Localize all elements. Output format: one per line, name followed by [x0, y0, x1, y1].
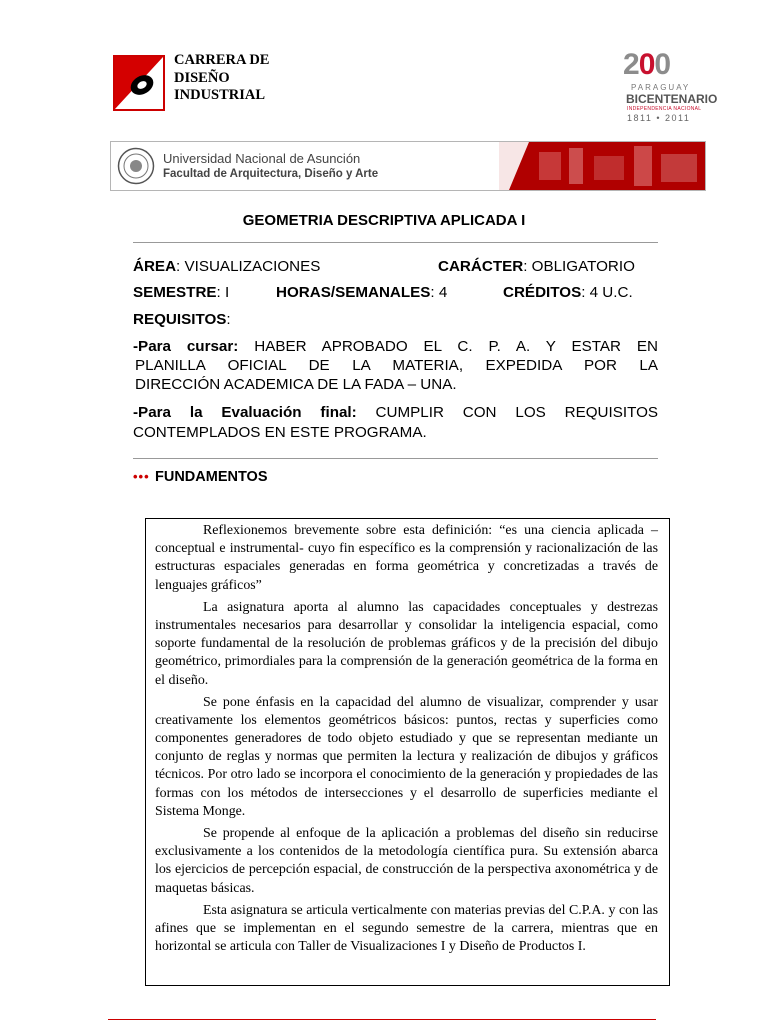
carrera-line: DISEÑO [174, 69, 230, 86]
footer-divider [108, 1019, 656, 1020]
horas-field: HORAS/SEMANALES: 4 [276, 284, 448, 301]
carrera-name [174, 52, 269, 105]
faculty-name: Facultad de Arquitectura, Diseño y Arte [163, 168, 379, 180]
fundamentos-heading: FUNDAMENTOS [155, 469, 268, 485]
title-divider [133, 242, 658, 243]
semestre-field: SEMESTRE: I [133, 284, 230, 301]
paragraph: Reflexionemos brevemente sobre esta definición: “es una ciencia aplicada –conceptual e instrumental- cuyo fin específico es la comprensión y racionalización de las estructuras espaciales generadas en forma geométrica y concretizadas a través de lenguajes gráficos” [155, 523, 658, 593]
cursar-line-2: PLANILLA OFICIAL DE LA MATERIA, EXPEDIDA POR LA [135, 357, 658, 374]
fundamentos-text [155, 522, 658, 960]
paragraph: Se pone énfasis en la capacidad del alumno de visualizar, comprender y usar creativamente los elementos geométricos básicos: puntos, rectas y superficies como componentes generadores de todo objeto estudiado y que se representan mediante un conjunto de reglas y normas que permiten la lectura y realización de dibujos y gráficos técnicos. Por otro lado se incorpora el conocimiento de la generación y propiedades de las formas con los métodos de intersecciones y el desarrollo de superficies mediante el Sistema Monge. [155, 694, 658, 819]
fundamentos-bullet-icon: ••• [133, 469, 150, 484]
requisitos-heading: REQUISITOS: [133, 311, 231, 328]
bicentenario-country: PARAGUAY [631, 83, 691, 92]
paragraph: Esta asignatura se articula verticalmente con materias previas del C.P.A. y con las afines que se implementan en el segundo semestre de la carrera, mientras que en horizontal se articula con Taller de Visualizaciones I y Diseño de Productos I. [155, 902, 658, 955]
cursar-line-1: -Para cursar: HABER APROBADO EL C. P. A. Y ESTAR EN [133, 338, 658, 355]
eval-line-2: CONTEMPLADOS EN ESTE PROGRAMA. [133, 424, 427, 441]
info-divider [133, 458, 658, 459]
bicentenario-logo [623, 48, 718, 124]
paragraph: Se propende al enfoque de la aplicación a problemas del diseño sin reducirse exclusivamente a los contenidos de la metodología científica pura. Su extensión abarca los ejercicios de percepción espacial, de construcción de la perspectiva axonométrica y de maquetas básicas. [155, 825, 658, 896]
bicentenario-number: 200 [623, 48, 671, 81]
bicentenario-subtitle: INDEPENDENCIA NACIONAL [627, 106, 702, 112]
creditos-field: CRÉDITOS: 4 U.C. [503, 284, 633, 301]
bicentenario-name: BICENTENARIO [626, 92, 718, 106]
university-banner [110, 141, 706, 191]
university-name: Universidad Nacional de Asunción [163, 151, 361, 166]
university-seal-icon [117, 147, 155, 185]
paragraph: La asignatura aporta al alumno las capacidades conceptuales y destrezas instrumentales necesarios para desarrollar y consolidar la inteligencia espacial, como soporte fundamental de la resolución de problemas gráficos y de la precisión del dibujo geométrico, primordiales para la comprensión de la generación geométrica de la forma en el diseño. [155, 599, 658, 688]
carrera-line: INDUSTRIAL [174, 87, 266, 103]
bicentenario-years: 1811 • 2011 [627, 113, 691, 123]
cursar-line-3: DIRECCIÓN ACADEMICA DE LA FADA – UNA. [135, 376, 457, 393]
carrera-logo-icon [115, 57, 163, 109]
carrera-logo [113, 55, 165, 111]
area-field: ÁREA: VISUALIZACIONES [133, 258, 321, 275]
banner-building-image [499, 142, 705, 190]
document-title: GEOMETRIA DESCRIPTIVA APLICADA I [242, 212, 526, 229]
caracter-field: CARÁCTER: OBLIGATORIO [438, 258, 635, 275]
eval-line-1: -Para la Evaluación final: CUMPLIR CON LOS REQUISITOS [133, 404, 659, 421]
carrera-line: CARRERA DE [174, 52, 270, 68]
